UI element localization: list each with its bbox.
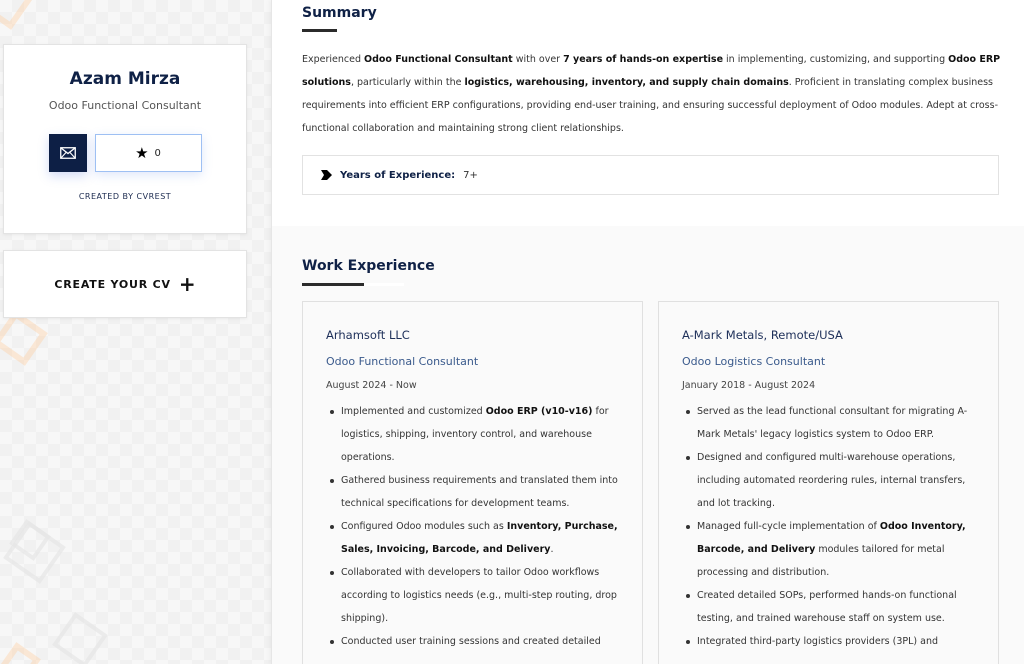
job-dates: January 2018 - August 2024 — [682, 380, 816, 391]
job-company: A-Mark Metals, Remote/USA — [682, 328, 843, 342]
job-dates: August 2024 - Now — [326, 380, 417, 391]
emphasis-text: Inventory, Purchase, Sales, Invoicing, Barcode, and Delivery — [341, 521, 618, 555]
title-underline — [302, 29, 337, 32]
job-bullet — [682, 400, 975, 446]
text-run: Integrated third-party logistics providers (3PL) and — [697, 636, 939, 647]
summary-title: Summary — [302, 5, 377, 21]
emphasis-text: Odoo ERP solutions — [302, 54, 1001, 88]
text-run: Configured Odoo modules such as — [341, 521, 507, 532]
create-cv-button[interactable] — [3, 250, 247, 318]
envelope-icon — [60, 147, 76, 159]
years-value: 7+ — [463, 169, 478, 181]
text-run: for logistics, shipping, inventory control, and warehouse operations. — [341, 406, 609, 463]
years-of-experience-box — [302, 155, 999, 195]
text-run: Served as the lead functional consultant for migrating A-Mark Metals' legacy logistics system to Odoo ERP. — [697, 406, 968, 440]
profile-title: Odoo Functional Consultant — [48, 99, 202, 112]
text-run: modules tailored for metal processing and distribution. — [697, 544, 945, 578]
title-underline — [302, 283, 364, 286]
summary-section — [272, 0, 1024, 226]
star-count: 0 — [154, 147, 161, 159]
profile-actions — [4, 134, 246, 172]
job-card — [302, 301, 643, 664]
emphasis-text: 7 years of hands-on expertise — [563, 54, 724, 65]
job-bullet — [682, 584, 975, 630]
summary-paragraph — [302, 48, 1002, 140]
job-bullets — [326, 400, 619, 653]
job-bullet — [326, 515, 619, 561]
job-bullet — [326, 400, 619, 469]
profile-name: Azam Mirza — [69, 69, 181, 89]
text-run: in implementing, customizing, and supporting — [723, 54, 949, 65]
text-run: Gathered business requirements and translated them into technical specifications for development teams. — [341, 475, 618, 509]
job-card — [658, 301, 999, 664]
job-company: Arhamsoft LLC — [326, 328, 410, 342]
text-run: Conducted user training sessions and created detailed — [341, 636, 601, 647]
job-bullets — [682, 400, 975, 653]
text-run: Designed and configured multi-warehouse operations, including automated reordering rules, internal transfers, and lot tracking. — [697, 452, 966, 509]
star-button[interactable] — [95, 134, 202, 172]
tag-arrow-icon — [321, 170, 332, 180]
job-bullet — [682, 446, 975, 515]
created-by-label: CREATED BY CVREST — [78, 192, 172, 201]
job-role: Odoo Functional Consultant — [326, 355, 479, 368]
text-run: with over — [512, 54, 564, 65]
sidebar — [0, 0, 270, 664]
create-cv-label: CREATE YOUR CV — [54, 277, 171, 291]
work-experience-title: Work Experience — [302, 258, 435, 274]
text-run: Experienced — [302, 54, 365, 65]
email-button[interactable] — [49, 134, 87, 172]
work-experience-section — [272, 226, 1024, 664]
emphasis-text: Odoo ERP (v10-v16) — [485, 406, 593, 417]
star-icon: ★ — [135, 144, 149, 162]
job-role: Odoo Logistics Consultant — [682, 355, 826, 368]
years-label: Years of Experience: — [340, 169, 456, 181]
emphasis-text: Odoo Functional Consultant — [364, 54, 513, 65]
job-bullet — [326, 630, 619, 653]
text-run: Implemented and customized — [341, 406, 486, 417]
job-bullet — [682, 515, 975, 584]
text-run: Managed full-cycle implementation of — [697, 521, 880, 532]
text-run: . Proficient in translating complex business requirements into efficient ERP configurations, providing end-user training, and ensuring successful deployment of Odoo modules. Adept at cross-functional collaboration and maintaining strong client relationships. — [302, 77, 999, 134]
job-bullet — [326, 469, 619, 515]
title-underline-extension — [364, 283, 404, 286]
text-run: , particularly within the — [350, 77, 465, 88]
emphasis-text: Odoo Inventory, Barcode, and Delivery — [697, 521, 966, 555]
resume-main — [271, 0, 1024, 664]
emphasis-text: logistics, warehousing, inventory, and supply chain domains — [464, 77, 789, 88]
profile-card — [3, 44, 247, 234]
text-run: . — [550, 544, 554, 555]
text-run: Created detailed SOPs, performed hands-on functional testing, and trained warehouse staff on system use. — [697, 590, 957, 624]
job-bullet — [682, 630, 975, 653]
job-bullet — [326, 561, 619, 630]
text-run: Collaborated with developers to tailor Odoo workflows according to logistics needs (e.g., multi-step routing, drop shipping). — [341, 567, 617, 624]
plus-icon: + — [178, 272, 196, 296]
